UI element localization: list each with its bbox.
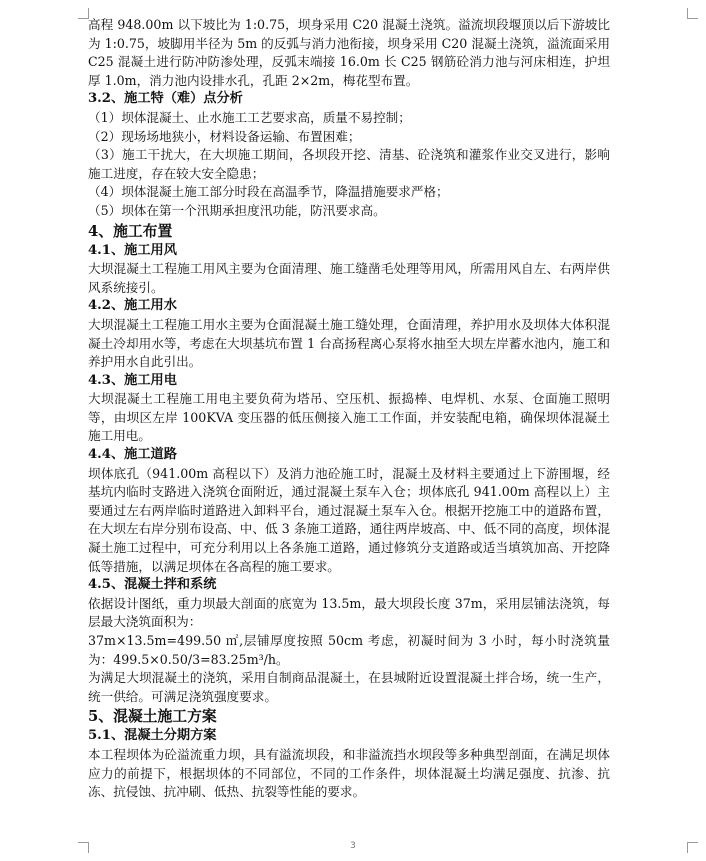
paragraph: 本工程坝体为砼溢流重力坝，具有溢流坝段，和非溢流挡水坝段等多种典型剖面，在满足坝体应力的前提下，根据坝体的不同部位，不同的工作条件，坝体混凝土均满足强度、抗渗、抗冻、抗侵蚀、抗冲刷、低热、抗裂等性能的要求。 (88, 746, 610, 800)
section-heading: 4.5、混凝土拌和系统 (88, 577, 217, 593)
list-item: （2）现场场地狭小，材料设备运输、布置困难； (88, 128, 361, 144)
list-item: （4）坝体混凝土施工部分时段在高温季节，降温措施要求严格； (88, 184, 449, 200)
page-body (88, 16, 610, 802)
paragraph: 大坝混凝土工程施工用风主要为仓面清理、施工缝凿毛处理等用风，所需用风自左、右两岸供风系统接引。 (88, 261, 610, 295)
section-heading: 4.2、施工用水 (88, 298, 177, 314)
chapter-heading: 4、施工布置 (88, 222, 173, 240)
paragraph: 大坝混凝土工程施工用水主要为仓面混凝土施工缝处理，仓面清理，养护用水及坝体大体积混凝土冷却用水等，考虑在大坝基坑布置 1 台高扬程离心泵将水抽至大坝左岸蓄水池内，施工和养护用水自此引出。 (88, 316, 610, 370)
list-item: （3）施工干扰大，在大坝施工期间，各坝段开挖、清基、砼浇筑和灌浆作业交叉进行，影响施工进度，存在较大安全隐患； (88, 147, 610, 181)
paragraph: 为满足大坝混凝土的浇筑，采用自制商品混凝土，在县城附近设置混凝土拌合场，统一生产，统一供给。可满足浇筑强度要求。 (88, 670, 610, 704)
paragraph: 大坝混凝土工程施工用电主要负荷为塔吊、空压机、振捣棒、电焊机、水泵、仓面施工照明等，由坝区左岸 100KVA 变压器的低压侧接入施工工作面，并安装配电箱，确保坝体混凝土施工用电。 (88, 391, 610, 444)
section-heading: 4.3、施工用电 (88, 372, 177, 388)
list-item: （5）坝体在第一个汛期承担度汛功能，防汛要求高。 (88, 202, 386, 218)
list-item: （1）坝体混凝土、止水施工工艺要求高，质量不易控制； (88, 109, 411, 125)
paragraph: 依据设计图纸，重力坝最大剖面的底宽为 13.5m，最大坝段长度 37m，采用层铺法浇筑，每层最大浇筑面积为： (88, 595, 610, 630)
section-heading: 4.4、施工道路 (88, 447, 177, 463)
chapter-heading: 5、混凝土施工方案 (88, 708, 217, 726)
section-heading: 3.2、施工特（难）点分析 (88, 91, 243, 107)
margin-corner-mark (687, 8, 698, 19)
section-heading: 4.1、施工用风 (88, 242, 177, 258)
paragraph: 坝体底孔（941.00m 高程以下）及消力池砼施工时，混凝土及材料主要通过上下游围堰，经基坑内临时支路进入浇筑仓面附近，通过混凝土泵车入仓；坝体底孔 941.00m 高程以上）主要通过左右两岸临时道路进入卸料平台，通过混凝土泵车入仓。根据开挖施工中的道路布置，在大坝左右岸分别布设高、中、低 3 条施工道路，通往两岸坡高、中、低不同的高度，坝体混凝土施工过程中，可充分利用以上各条施工道路，通过修筑分支道路或适当填筑加高、开挖降低等措施，以满足坝体在各高程的施工要求。 (88, 465, 610, 574)
page-number: 3 (350, 841, 356, 851)
paragraph: 37m×13.5m=499.50 ㎡,层铺厚度按照 50cm 考虑，初凝时间为 3 小时，每小时浇筑量为：499.5×0.50/3=83.25m³/h。 (88, 633, 610, 667)
section-heading: 5.1、混凝土分期方案 (88, 728, 217, 744)
paragraph: 高程 948.00m 以下坡比为 1:0.75，坝身采用 C20 混凝土浇筑。溢流坝段堰顶以后下游坡比为 1:0.75，坡脚用半径为 5m 的反弧与消力池衔接，坝身采用 C20 混凝土浇筑，溢流面采用 C25 混凝土进行防冲防渗处理，反弧末端接 16.0m 长 C25 钢筋砼消力池与河床相连，护坦厚 1.0m，消力池内设排水孔，孔距 2×2m，梅花型布置。 (88, 17, 610, 88)
